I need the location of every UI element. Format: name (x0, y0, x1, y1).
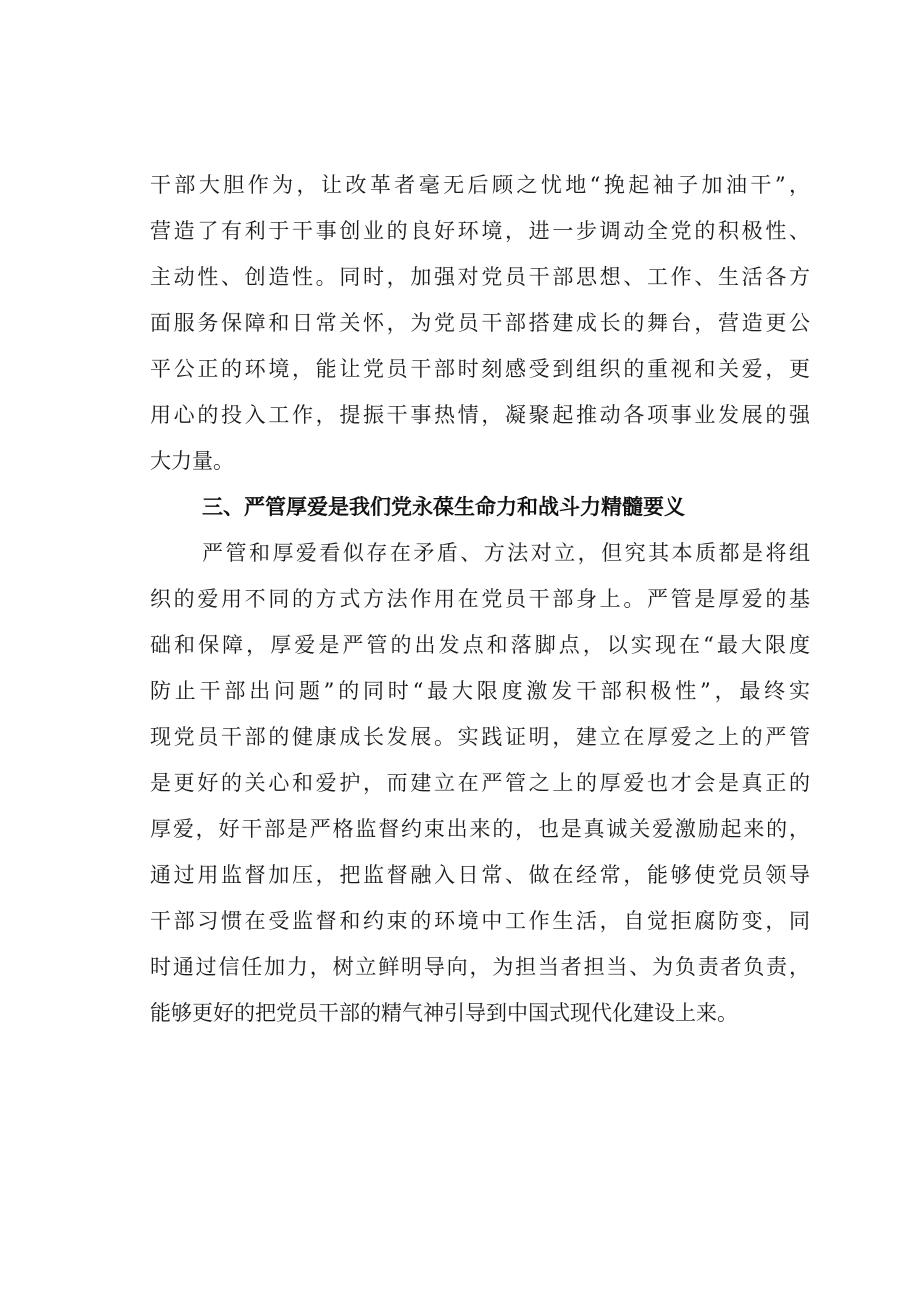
text-line: 厚爱，好干部是严格监督约束出来的，也是真诚关爱激励起来的， (150, 817, 810, 841)
text-line: 用心的投入工作，提振干事热情，凝聚起推动各项事业发展的强 (150, 403, 810, 427)
text-line: 是更好的关心和爱护，而建立在严管之上的厚爱也才会是真正的 (150, 771, 810, 795)
text-line: 能够更好的把党员干部的精气神引导到中国式现代化建设上来。 (150, 1001, 738, 1025)
text-line: 严管和厚爱看似存在矛盾、方法对立，但究其本质都是将组 (202, 541, 810, 565)
text-line: 现党员干部的健康成长发展。实践证明，建立在厚爱之上的严管 (150, 725, 810, 749)
text-line: 防止干部出问题”的同时“最大限度激发干部积极性”，最终实 (150, 679, 810, 703)
text-line: 时通过信任加力，树立鲜明导向，为担当者担当、为负责者负责， (150, 955, 810, 979)
text-line: 主动性、创造性。同时，加强对党员干部思想、工作、生活各方 (150, 265, 810, 289)
document-body (150, 162, 810, 1036)
text-line: 面服务保障和日常关怀，为党员干部搭建成长的舞台，营造更公 (150, 311, 810, 335)
paragraph-continuation (150, 162, 810, 484)
text-line: 织的爱用不同的方式方法作用在党员干部身上。严管是厚爱的基 (150, 587, 810, 611)
text-line: 平公正的环境，能让党员干部时刻感受到组织的重视和关爱，更 (150, 357, 810, 381)
text-line: 础和保障，厚爱是严管的出发点和落脚点，以实现在“最大限度 (150, 633, 810, 657)
text-line: 通过用监督加压，把监督融入日常、做在经常，能够使党员领导 (150, 863, 810, 887)
paragraph-section-three (150, 530, 810, 1036)
text-line: 干部习惯在受监督和约束的环境中工作生活，自觉拒腐防变，同 (150, 909, 810, 933)
text-line: 大力量。 (150, 449, 234, 473)
section-heading: 三、严管厚爱是我们党永葆生命力和战斗力精髓要义 (202, 495, 685, 519)
text-line: 营造了有利于干事创业的良好环境，进一步调动全党的积极性、 (150, 219, 810, 243)
text-line: 干部大胆作为，让改革者毫无后顾之忧地“挽起袖子加油干”， (150, 173, 810, 197)
